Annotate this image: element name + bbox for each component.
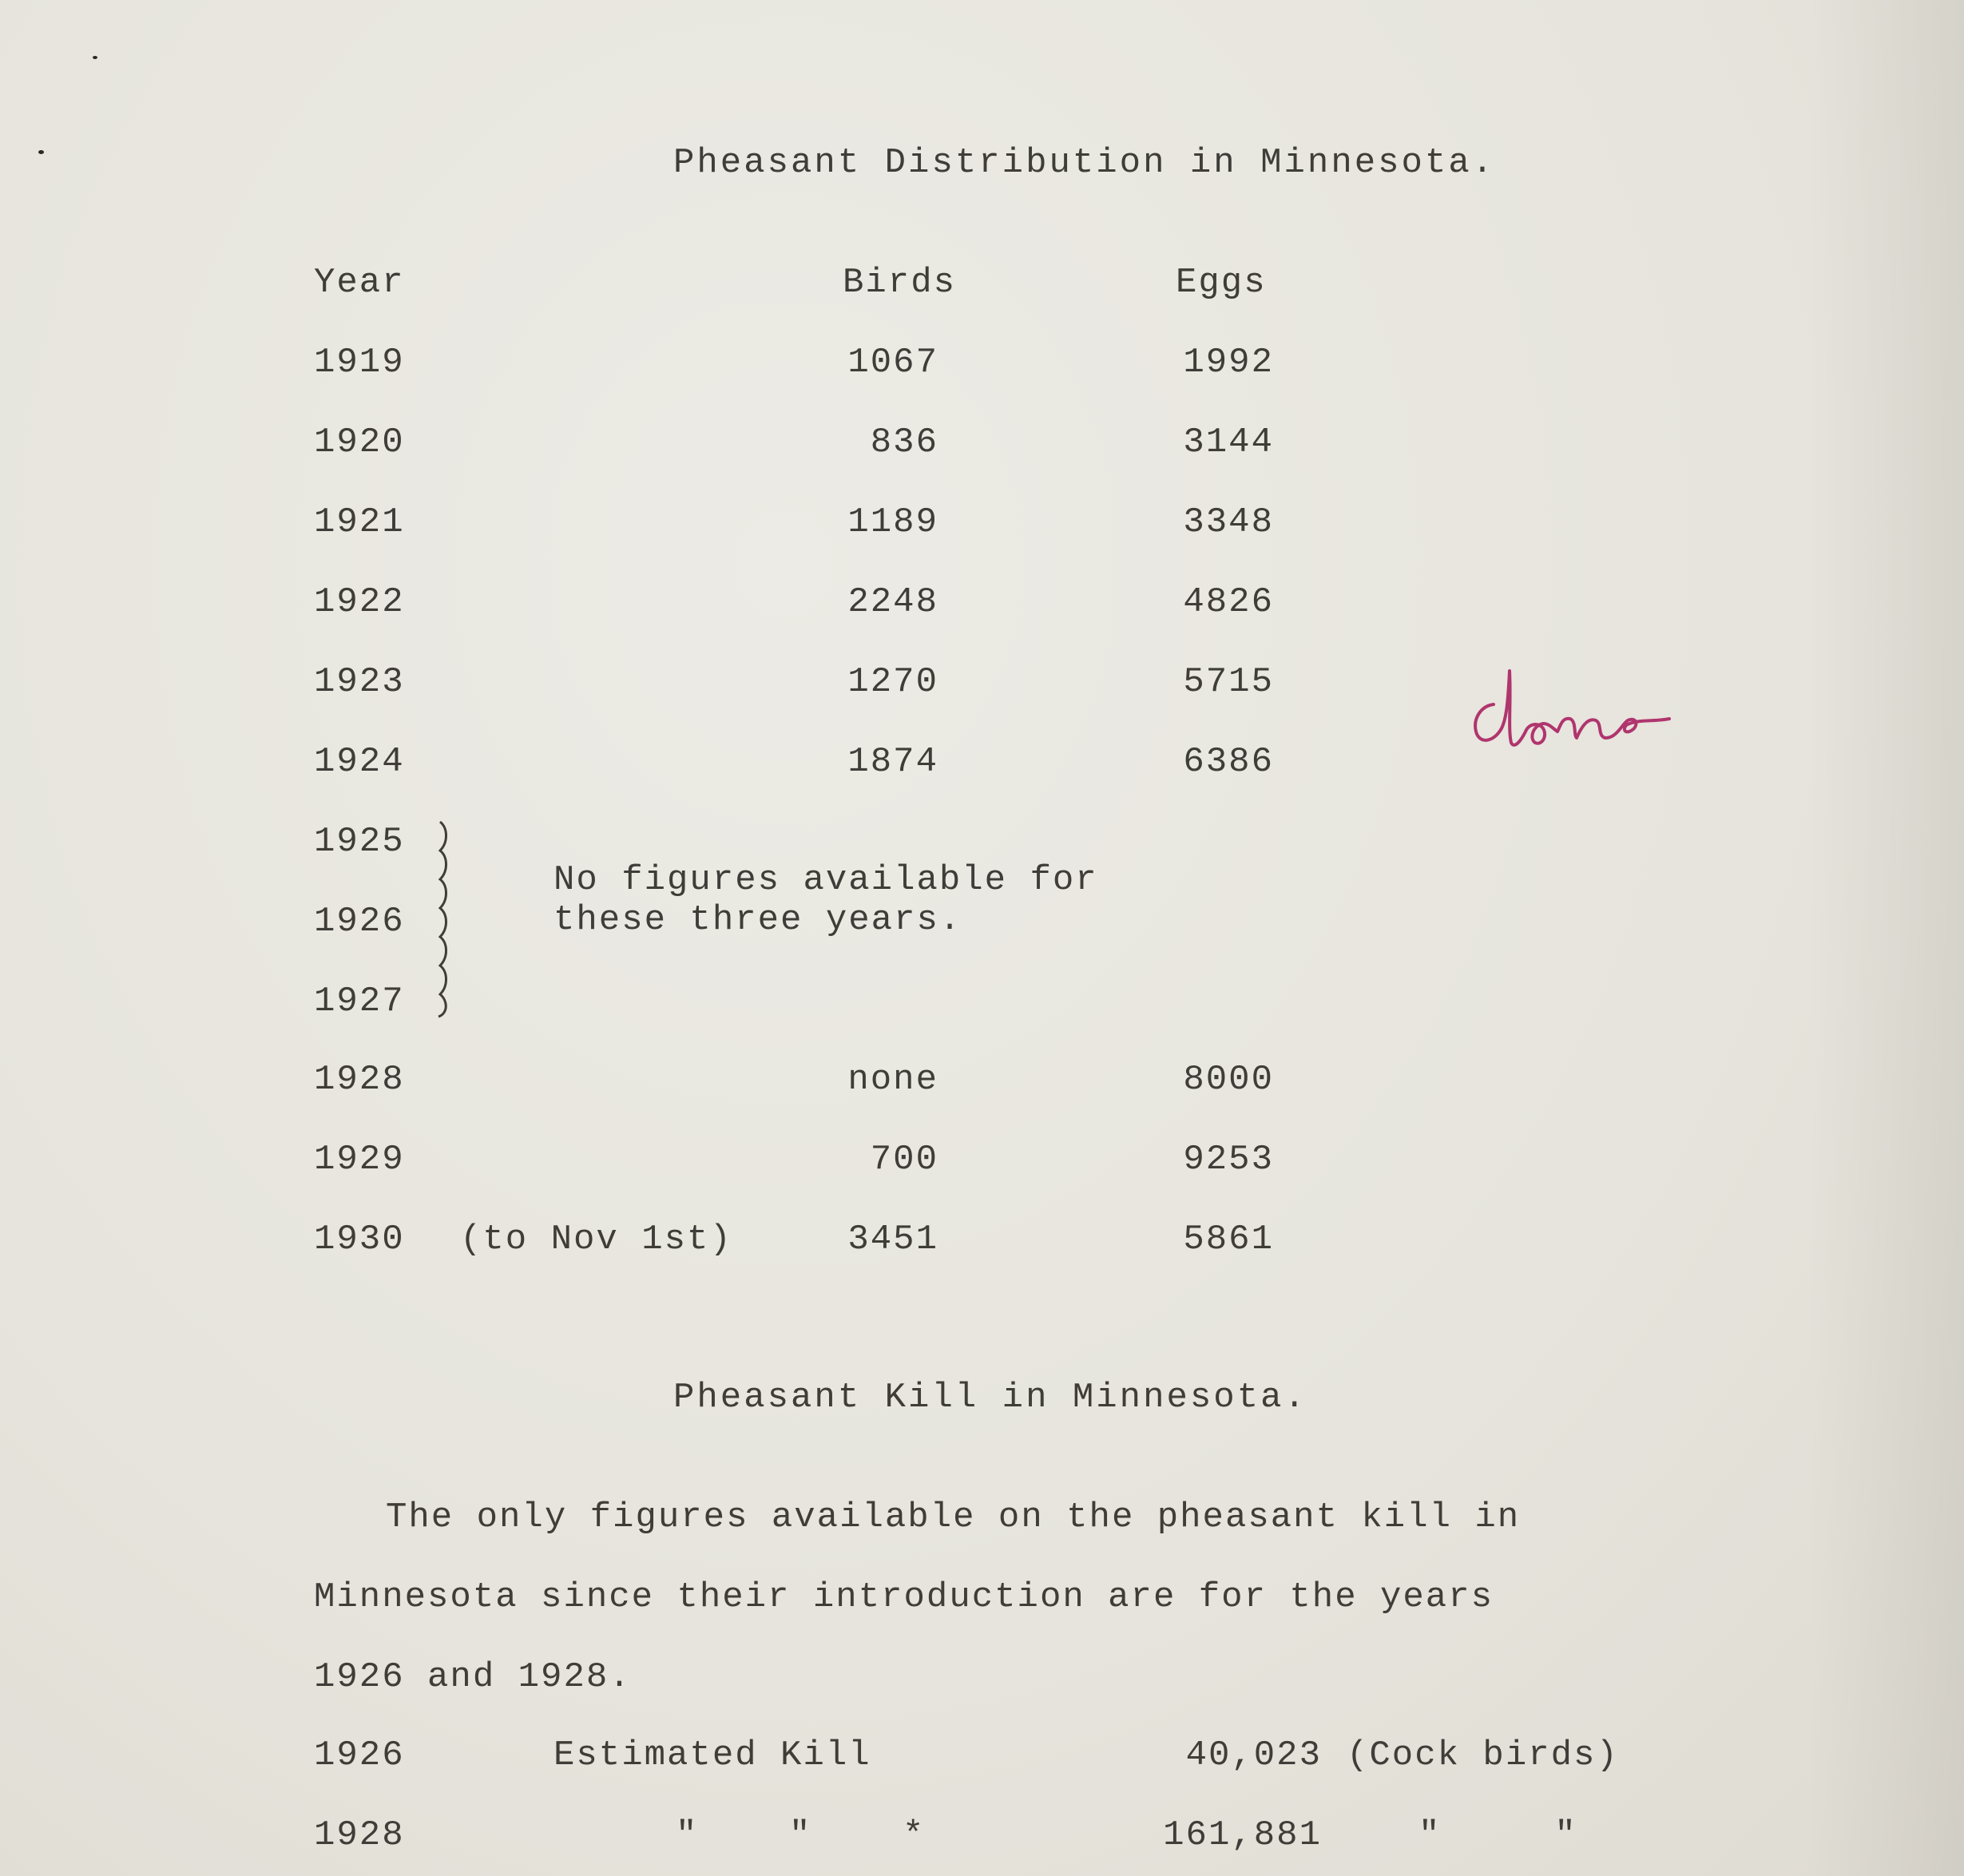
row-year: 1930 [314,1220,405,1259]
kill-year: 1928 [314,1815,405,1855]
header-year: Year [314,263,405,303]
brace-icon [435,819,467,1018]
kill-label: " " * [676,1815,926,1855]
row-year: 1923 [314,662,405,702]
row-eggs: 6386 [1183,742,1274,782]
row-note: (to Nov 1st) [460,1220,732,1259]
row-birds: 3451 [847,1220,938,1259]
kill-paragraph-line: The only figures available on the pheasant kill in [386,1497,1521,1537]
kill-value: 40,023 [1185,1735,1322,1775]
kill-value: 161,881 [1163,1815,1322,1855]
distribution-title: Pheasant Distribution in Minnesota. [673,143,1496,183]
row-eggs: 5715 [1183,662,1274,702]
row-birds: 1270 [847,662,938,702]
kill-year: 1926 [314,1735,405,1775]
kill-note: (Cock birds) [1347,1735,1619,1775]
gap-note-line: these three years. [553,900,962,940]
row-birds: 700 [870,1140,938,1180]
kill-label: Estimated Kill [553,1735,871,1775]
row-birds: 1874 [847,742,938,782]
row-year: 1922 [314,582,405,622]
row-birds: 836 [870,422,938,462]
row-birds: 1067 [847,343,938,383]
row-eggs: 9253 [1183,1140,1274,1180]
kill-title: Pheasant Kill in Minnesota. [673,1378,1307,1418]
row-year: 1929 [314,1140,405,1180]
kill-paragraph-line: 1926 and 1928. [314,1657,632,1697]
header-eggs: Eggs [1176,263,1267,303]
row-eggs: 4826 [1183,582,1274,622]
row-year: 1919 [314,343,405,383]
header-birds: Birds [843,263,957,303]
row-year: 1921 [314,502,405,542]
row-eggs: 1992 [1183,343,1274,383]
row-year: 1924 [314,742,405,782]
row-birds: 1189 [847,502,938,542]
row-year: 1928 [314,1060,405,1100]
row-eggs: 3348 [1183,502,1274,542]
ink-speck [93,56,97,59]
row-eggs: 3144 [1183,422,1274,462]
gap-year: 1925 [314,822,405,862]
row-eggs: 5861 [1183,1220,1274,1259]
handwritten-done-annotation [1470,655,1725,767]
row-year: 1920 [314,422,405,462]
row-birds: none [847,1060,938,1100]
gap-note-line: No figures available for [553,860,1098,900]
ink-speck [38,150,44,154]
gap-year: 1926 [314,902,405,942]
kill-note: " " [1418,1815,1577,1855]
kill-paragraph-line: Minnesota since their introduction are for the years [314,1577,1494,1617]
row-birds: 2248 [847,582,938,622]
gap-year: 1927 [314,982,405,1021]
row-eggs: 8000 [1183,1060,1274,1100]
